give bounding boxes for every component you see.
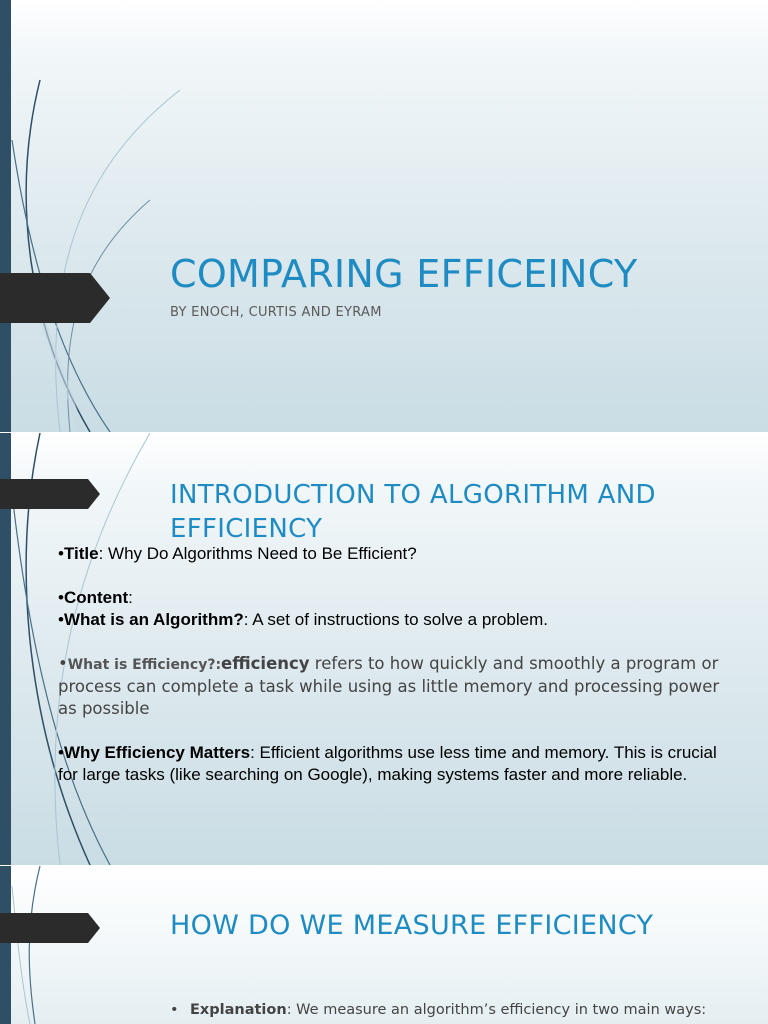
content-line: •Content: xyxy=(58,588,133,607)
bullet-icon: • xyxy=(170,1002,179,1018)
arrow-tab-icon xyxy=(0,913,102,943)
left-accent-bar xyxy=(0,0,11,432)
arrow-tab-icon xyxy=(0,479,102,509)
slide-title: HOW DO WE MEASURE EFFICIENCY xyxy=(170,910,654,941)
intro-slide xyxy=(0,433,768,865)
slide-subtitle: BY ENOCH, CURTIS AND EYRAM xyxy=(170,305,382,320)
title-slide xyxy=(0,0,768,432)
measure-slide xyxy=(0,866,768,1024)
decorative-swoosh-lines xyxy=(0,0,768,432)
algorithm-line: •What is an Algorithm?: A set of instructions to solve a problem. xyxy=(58,610,548,629)
arrow-tab-icon xyxy=(0,273,112,323)
title-line: •Title: Why Do Algorithms Need to Be Efficient? xyxy=(58,544,417,563)
slide-body: • Explanation: We measure an algorithm’s efficiency in two main ways: xyxy=(170,1002,707,1018)
left-accent-bar xyxy=(0,866,11,1024)
decorative-swoosh-lines xyxy=(0,866,768,1024)
slide-title: COMPARING EFFICEINCY xyxy=(170,252,638,296)
matters-line: •Why Efficiency Matters: Efficient algorithms use less time and memory. This is crucial for large tasks (like searching on Google), making systems faster and more reliable. xyxy=(58,743,717,784)
efficiency-line: •What is Efficiency?:efficiency refers to how quickly and smoothly a program or process can complete a task while using as little memory and processing power as possible xyxy=(58,654,720,718)
slide-body xyxy=(58,543,728,786)
slide-title: INTRODUCTION TO ALGORITHM AND EFFICIENCY xyxy=(170,480,656,544)
